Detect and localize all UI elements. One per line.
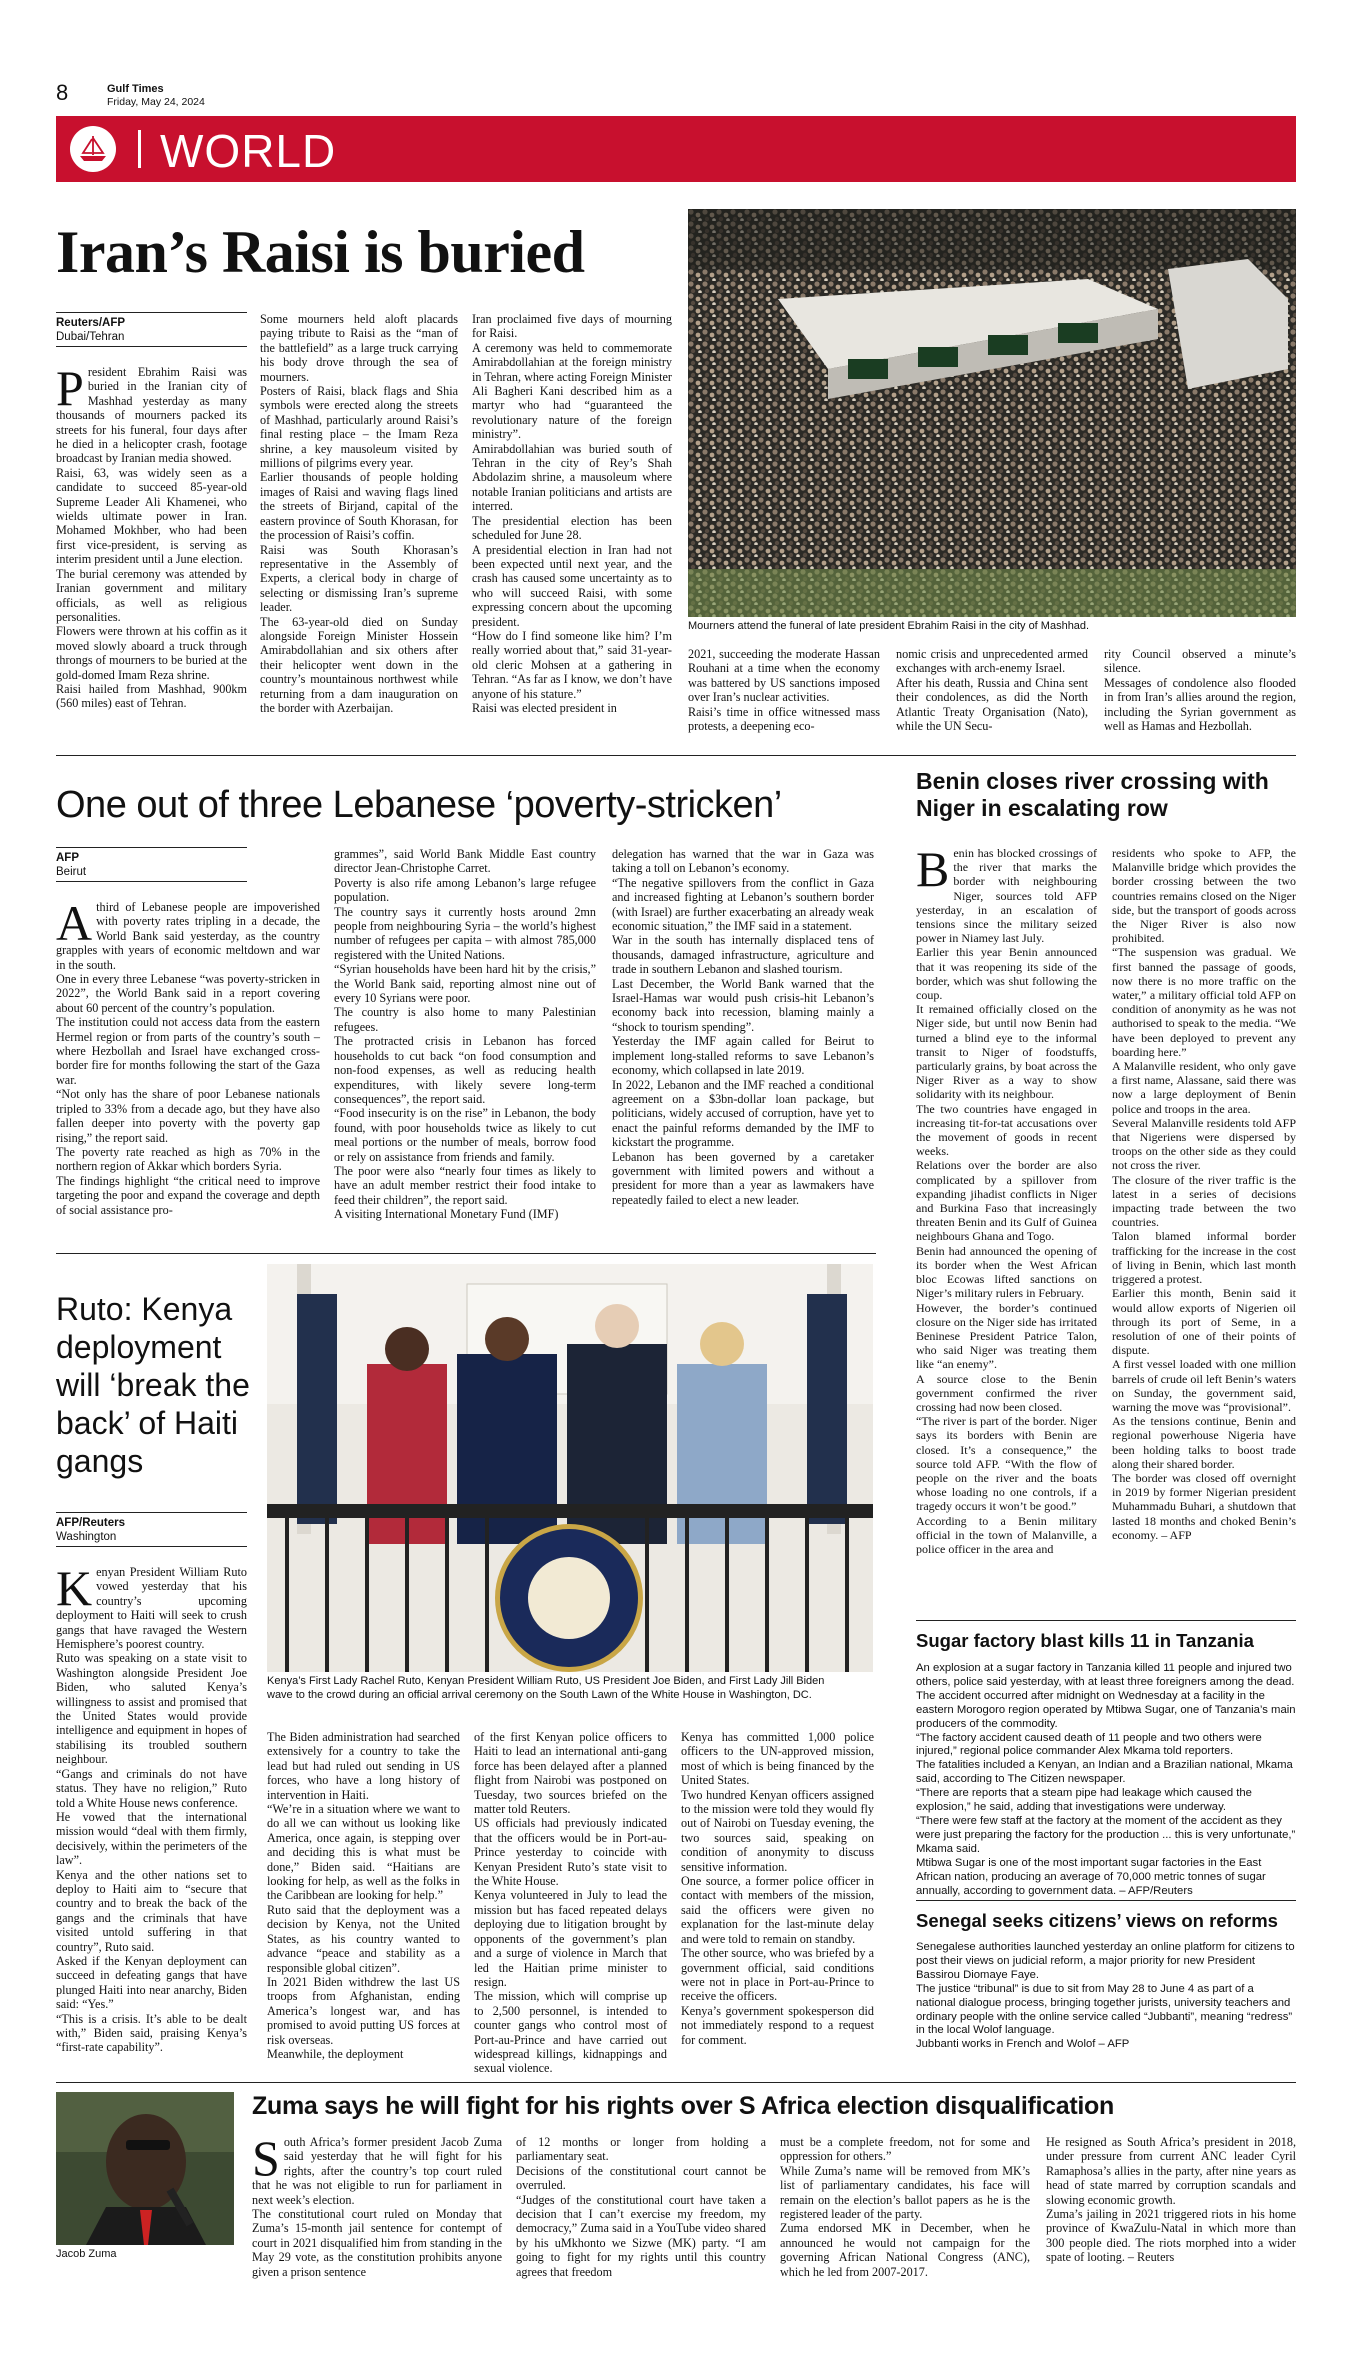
lebanon-paragraph: delegation has warned that the war in Gaza was taking a toll on Lebanon’s economy. — [612, 847, 874, 876]
raisi-byline-agency: Reuters/AFP — [56, 317, 126, 329]
zuma-col-2 — [516, 2135, 766, 2279]
banner-divider — [138, 130, 141, 168]
zuma-photo-caption: Jacob Zuma — [56, 2248, 117, 2260]
lebanon-byline-rule — [56, 847, 247, 848]
sugar-paragraph: “The factory accident caused death of 11 people and two others were injured,” regional police commander Alex Mkama told reporters. — [916, 1731, 1262, 1758]
lebanon-col-1 — [56, 895, 320, 1217]
raisi-col-1 — [56, 360, 247, 711]
benin-paragraph: The two countries have engaged in increasing tit-for-tat accusations over the movement of goods in recent weeks. — [916, 1101, 1097, 1159]
benin-headline: Benin closes river crossing with Niger in escalating row — [916, 768, 1269, 821]
raisi-paragraph: The presidential election has been scheduled for June 28. — [472, 513, 672, 543]
raisi-paragraph: Flowers were thrown at his coffin as it moved slowly aboard a truck through throngs of mourners to be buried at the gold-domed Imam Reza shrine. — [56, 624, 247, 682]
kenya-paragraph: Ruto said that the deployment was a decision by Kenya, not the United States, as his country wanted to advance “peace and stability as a responsible global citizen”. — [267, 1902, 460, 1975]
presidential-seal-icon — [495, 1524, 643, 1672]
senegal-paragraph: Senegalese authorities launched yesterday an online platform for citizens to post their views on judicial reform, a major priority for new President Bassirou Diomaye Faye. — [916, 1941, 1295, 1981]
raisi-paragraph: The 63-year-old died on Sunday alongside Foreign Minister Hossein Amirabdollahian and six others after their helicopter went down in the country’s mountainous northwest while returning from a dam inauguration on the border with Azerbaijan. — [260, 614, 458, 715]
lebanon-byline-agency: AFP — [56, 852, 79, 864]
benin-paragraph: According to a Benin military official in the town of Malanville, a police officer in the area and — [916, 1513, 1097, 1556]
kenya-paragraph: In 2021 Biden withdrew the last US troops from Afghanistan, ending America’s longest war, and has promised to avoid putting US forces at risk overseas. — [267, 1974, 460, 2047]
benin-paragraph: A Malanville resident, who only gave a first name, Alassane, said there was now a large deployment of Benin police and troops in the area. — [1112, 1059, 1296, 1116]
zuma-headline: Zuma says he will fight for his rights over S Africa election disqualification — [252, 2092, 1114, 2120]
raisi-paragraph: After his death, Russia and China sent their condolences, as did the North Atlantic Treaty Organisation (Nato), while the UN Secu- — [896, 675, 1088, 734]
kenya-paragraph: Kenyan President William Ruto vowed yesterday that his country’s upcoming deployment to Haiti will seek to crush gangs that have ravaged the Western Hemisphere’s poorest country. — [56, 1560, 247, 1652]
raisi-byline-rule — [56, 312, 247, 313]
section-divider-raisi — [56, 755, 1296, 756]
kenya-paragraph: US officials had previously indicated that the officers would be in Port-au-Prince yesterday to coincide with Kenyan President Ruto’s state visit to the White House. — [474, 1816, 667, 1889]
zuma-col-3 — [780, 2135, 1030, 2279]
kenya-paragraph: “Gangs and criminals do not have status. They have no religion,” Ruto told a White House news conference. — [56, 1766, 247, 1810]
sugar-paragraph: The accident occurred after midnight on Wednesday at a facility in the eastern Morogoro region operated by Mtibwa Sugar, one of Tanzania’s main producers of the commodity. — [916, 1689, 1296, 1730]
kenya-col-1 — [56, 1560, 247, 2055]
lebanon-byline-rule-bottom — [56, 881, 247, 882]
paper-name: Gulf Times — [107, 83, 164, 95]
issue-date: Friday, May 24, 2024 — [107, 96, 205, 108]
kenya-byline-place: Washington — [56, 1531, 117, 1543]
kenya-headline: Ruto: Kenya deployment will ‘break the back’ of Haiti gangs — [56, 1291, 250, 1479]
ship-logo-icon — [70, 126, 116, 172]
raisi-paragraph: Posters of Raisi, black flags and Shia symbols were erected along the streets of Mashhad, particularly around Raisi’s final resting place – the Imam Reza shrine, a key mausoleum visited by millions of pilgrims every year. — [260, 384, 458, 471]
kenya-paragraph: The Biden administration had searched extensively for a country to take the lead but had ruled out sending in US forces, who have a long history of intervention in Haiti. — [267, 1730, 460, 1802]
benin-paragraph: Relations over the border are also complicated by a spillover from expanding jihadist conflicts in Niger and Burkina Faso that increasingly threaten Benin and its Gulf of Guinea neighbours Ghana and Togo. — [916, 1158, 1097, 1244]
benin-paragraph: However, the border’s continued closure on the Niger side has irritated Beninese President Patrice Talon, who said Niger was treating them like “an enemy”. — [916, 1300, 1097, 1372]
lebanon-paragraph: “Not only has the share of poor Lebanese nationals tripled to 33% from a decade ago, but they have also fallen deeper into poverty with the poverty gap rising,” the report said. — [56, 1087, 320, 1145]
benin-paragraph: “The suspension was gradual. We first banned the passage of goods, now there is no more traffic on the water,” a military official told AFP on condition of anonymity as he was not authorised to speak to the media. “We have been deployed to prevent any boarding here.” — [1112, 945, 1296, 1059]
kenya-paragraph: “This is a crisis. It’s able to be dealt with,” Biden said, praising Kenya’s “first-rate capability”. — [56, 2011, 247, 2055]
benin-paragraph: “The river is part of the border. Niger says its borders with Benin are closed. It’s a consequence,” the source told AFP. “With the flow of people on the river and the boats whose loading no one controls, if a tragedy occurs it won’t be good.” — [916, 1414, 1097, 1514]
raisi-paragraph: A presidential election in Iran had not been expected until next year, and the crash has caused some uncertainty as to who will succeed Raisi, with some expressing concern about the upcoming president. — [472, 542, 672, 629]
benin-paragraph: A first vessel loaded with one million barrels of crude oil left Benin’s waters on Sunday, the government said, warning the move was “provisional”. — [1112, 1357, 1296, 1414]
zuma-photo — [56, 2092, 234, 2245]
kenya-paragraph: Meanwhile, the deployment — [267, 2046, 404, 2061]
zuma-paragraph: must be a complete freedom, not for some and oppression for others.” — [780, 2135, 1030, 2164]
sugar-body — [916, 1662, 1296, 1898]
raisi-col-3 — [472, 312, 672, 715]
raisi-byline — [56, 316, 125, 344]
raisi-paragraph: A ceremony was held to commemorate Amirabdollahian at the foreign ministry in Tehran, where acting Foreign Minister Ali Bagheri Kani described him as a martyr who had “guaranteed the revolutionary nature of the foreign ministry”. — [472, 340, 672, 442]
benin-col-1 — [916, 841, 1097, 1556]
kenya-paragraph: Two hundred Kenyan officers assigned to the mission were told they would fly out of Nairobi on Tuesday evening, the two sources said, speaking on condition of anonymity to discuss sensitive information. — [681, 1787, 874, 1874]
lebanon-paragraph: The country is also home to many Palestinian refugees. — [334, 1005, 596, 1034]
page-number: 8 — [56, 80, 69, 105]
kenya-paragraph: Kenya has committed 1,000 police officers to the UN-approved mission, most of which is being financed by the United States. — [681, 1730, 874, 1788]
raisi-paragraph: 2021, succeeding the moderate Hassan Rouhani at a time when the economy was battered by US sanctions imposed over Iran’s nuclear activities. — [688, 647, 880, 705]
raisi-paragraph: Raisi was elected president in — [472, 700, 617, 715]
section-banner — [56, 116, 1296, 182]
raisi-headline: Iran’s Raisi is buried — [56, 219, 585, 285]
lebanon-col-3 — [612, 847, 874, 1207]
raisi-paragraph: Amirabdollahian was buried south of Tehran in the city of Rey’s Shah Abdolazim shrine, a mausoleum where notable Iranian politicians and artists are interred. — [472, 441, 672, 514]
kenya-paragraph: The other source, who was briefed by a government official, said conditions were not in place in Port-au-Prince to receive the officers. — [681, 1946, 874, 2004]
zuma-paragraph: South Africa’s former president Jacob Zuma said yesterday that he will fight for his rights, after the country’s top court ruled that he was not eligible to run for parliament in next week’s election. — [252, 2130, 502, 2207]
kenya-paragraph: Kenya’s government spokesperson did not immediately respond to a request for comment. — [681, 2003, 874, 2047]
raisi-col-5 — [896, 647, 1088, 733]
lebanon-headline: One out of three Lebanese ‘poverty-stricken’ — [56, 784, 782, 826]
kenya-col-4 — [681, 1730, 874, 2047]
white-house-photo — [267, 1264, 873, 1672]
kenya-paragraph: Asked if the Kenyan deployment can succeed in defeating gangs that have plunged Haiti into near anarchy, Biden said: “Yes.” — [56, 1953, 247, 2012]
kenya-paragraph: Kenya volunteered in July to lead the mission but has faced repeated delays deploying due to litigation brought by opponents of the government’s plan and a surge of violence in March that led the Haitian prime minister to resign. — [474, 1888, 667, 1989]
kenya-paragraph: Kenya and the other nations set to deploy to Haiti aim to “secure that country and to break the back of the gangs and the criminals that have visited untold suffering in that country”, Ruto said. — [56, 1867, 247, 1954]
lebanon-paragraph: The poor were also “nearly four times as likely to have an adult member restrict their food intake to feed their children”, the report said. — [334, 1163, 596, 1207]
kenya-paragraph: Ruto was speaking on a state visit to Washington alongside President Joe Biden, who saluted Kenya’s willingness to assist and promised that the United States would provide intelligence and equipment in hopes of stabilising its troubled southern neighbour. — [56, 1651, 247, 1767]
section-title: WORLD — [160, 125, 337, 177]
raisi-paragraph: Raisi, 63, was widely seen as a candidate to succeed 85-year-old Supreme Leader Ali Khamenei, who wields ultimate power in Iran. Mohamed Mokhber, who had been first vice-president, is serving as interim president until a June election. — [56, 465, 247, 567]
kenya-byline — [56, 1516, 125, 1544]
benin-paragraph: It remained officially closed on the Niger side, but until now Benin had turned a blind eye to the informal transit to Niger of foodstuffs, particularly grains, by boat across the Niger River as a way to show solidarity with its neighbour. — [916, 1002, 1097, 1102]
sugar-paragraph: The fatalities included a Kenyan, an Indian and a Brazilian national, Mkama said, according to The Citizen newspaper. — [916, 1759, 1293, 1786]
zuma-paragraph: While Zuma’s name will be removed from MK’s list of parliamentary candidates, his face will remain on the election’s ballot papers as he is the registered leader of the party. — [780, 2163, 1030, 2222]
lebanon-col-2 — [334, 847, 596, 1222]
kenya-col-3 — [474, 1730, 667, 2076]
lebanon-paragraph: Athird of Lebanese people are impoverished with poverty rates tripling in a decade, the World Bank said yesterday, as the country grapples with years of economic meltdown and war in the south. — [56, 895, 320, 972]
lebanon-paragraph: grammes”, said World Bank Middle East country director Jean-Christophe Carret. — [334, 847, 596, 876]
benin-paragraph: Benin had announced the opening of its border when the West African bloc Ecowas lifted sanctions on Niger’s military rulers in February. — [916, 1243, 1097, 1301]
raisi-photo-caption: Mourners attend the funeral of late president Ebrahim Raisi in the city of Mashhad. — [688, 620, 1090, 632]
kenya-col-2 — [267, 1730, 460, 2061]
raisi-paragraph: Raisi’s time in office witnessed mass protests, a deepening eco- — [688, 704, 880, 734]
lebanon-paragraph: The institution could not access data from the eastern Hermel region or from parts of the country’s south – where Hezbollah and Israel have exchanged cross-border fire for months following the start of the Gaza war. — [56, 1015, 320, 1087]
sugar-headline: Sugar factory blast kills 11 in Tanzania — [916, 1630, 1254, 1651]
lebanon-paragraph: Yesterday the IMF again called for Beirut to implement long-stalled reforms to save Lebanon’s economy, which collapsed in late 2019. — [612, 1034, 874, 1078]
lebanon-paragraph: “The negative spillovers from the conflict in Gaza and increased fighting at Lebanon’s southern border (with Israel) are further exacerbating an already weak economic situation,” the IMF said in a statement. — [612, 875, 874, 934]
zuma-paragraph: The constitutional court ruled on Monday that Zuma’s 15-month jail sentence for contempt of court in 2021 disqualified him from standing in the May 29 vote, as the constitution prohibits anyone given a prison sentence — [252, 2207, 502, 2279]
senegal-paragraph: Jubbanti works in French and Wolof – AFP — [916, 2038, 1130, 2051]
raisi-paragraph: The burial ceremony was attended by Iranian government and military officials, as well as religious personalities. — [56, 566, 247, 624]
lebanon-paragraph: Lebanon has been governed by a caretaker government with limited powers and without a president for more than a year as lawmakers have repeatedly failed to elect a new leader. — [612, 1149, 874, 1207]
zuma-paragraph: “Judges of the constitutional court have taken a decision that I can’t exercise my freedom, my democracy,” Zuma said in a YouTube video shared by his uMkhonto we Sizwe (MK) party. “I am going to fight for my rights until this country agrees that freedom — [516, 2192, 766, 2279]
zuma-paragraph: Decisions of the constitutional court cannot be overruled. — [516, 2163, 766, 2193]
raisi-paragraph: Iran proclaimed five days of mourning for Raisi. — [472, 312, 672, 341]
benin-paragraph: As the tensions continue, Benin and regional powerhouse Nigeria have been holding talks to boost trade along their shared border. — [1112, 1414, 1296, 1471]
sugar-paragraph: “There are reports that a steam pipe had leakage which caused the explosion,” he said, adding that investigations were underway. — [916, 1787, 1252, 1814]
zuma-col-1 — [252, 2130, 502, 2279]
raisi-paragraph: Some mourners held aloft placards paying tribute to Raisi as the “man of the battlefield” as a large truck carrying his body drove through the sea of mourners. — [260, 312, 458, 384]
benin-col-2 — [1112, 846, 1296, 1542]
raisi-col-6 — [1104, 647, 1296, 733]
kenya-byline-agency: AFP/Reuters — [56, 1517, 126, 1529]
benin-paragraph: A source close to the Benin government confirmed the river crossing had now been closed. — [916, 1371, 1097, 1414]
sugar-paragraph: An explosion at a sugar factory in Tanzania killed 11 people and injured two others, police said yesterday, with at least three foreigners among the dead. — [916, 1662, 1295, 1688]
lebanon-paragraph: War in the south has internally displaced tens of thousands, damaged infrastructure, agriculture and trade in southern Lebanon and slashed tourism. — [612, 933, 874, 977]
benin-paragraph: Earlier this year Benin announced that it was reopening its side of the border, which was shut following the coup. — [916, 945, 1097, 1003]
zuma-paragraph: of 12 months or longer from holding a parliamentary seat. — [516, 2135, 766, 2164]
sugar-paragraph: “There were few staff at the factory at the moment of the accident as they were just preparing the factory for the production ... this is very unfortunate,” Mkama said. — [916, 1814, 1296, 1855]
raisi-paragraph: Earlier thousands of people holding images of Raisi and waving flags lined the streets of Birjand, capital of the eastern province of South Khorasan, for the procession of Raisi’s coffin. — [260, 470, 458, 543]
lebanon-paragraph: The poverty rate reached as high as 70% in the northern region of Akkar which borders Syria. — [56, 1144, 320, 1174]
kenya-paragraph: One source, a former police officer in contact with members of the mission, said the officers were given no explanation for the last-minute delay and were told to remain on standby. — [681, 1874, 874, 1946]
section-divider-zuma — [56, 2082, 1296, 2083]
senegal-headline: Senegal seeks citizens’ views on reforms — [916, 1910, 1278, 1931]
lebanon-paragraph: A visiting International Monetary Fund (IMF) — [334, 1207, 559, 1222]
raisi-col-4 — [688, 647, 880, 733]
senegal-top-rule — [916, 1900, 1296, 1901]
kenya-paragraph: of the first Kenyan police officers to Haiti to lead an international anti-gang force has been delayed after a planned flight from Nairobi was postponed on Tuesday, two sources briefed on the matter told Reuters. — [474, 1730, 667, 1817]
lebanon-paragraph: The findings highlight “the critical need to improve targeting the poor and expand the coverage and depth of social assistance pro- — [56, 1173, 320, 1217]
kenya-paragraph: The mission, which will comprise up to 2,500 personnel, is intended to counter gangs who control most of Port-au-Prince and have carried out widespread killings, kidnappings and sexual violence. — [474, 1989, 667, 2076]
benin-paragraph: Earlier this month, Benin said it would allow exports of Nigerien oil through its port of Seme, in a resolution of one of their points of dispute. — [1112, 1286, 1296, 1358]
senegal-body — [916, 1941, 1296, 2052]
white-house-photo-caption: Kenya’s First Lady Rachel Ruto, Kenyan President William Ruto, US President Joe Biden, and First Lady Jill Biden wave to the crowd during an official arrival ceremony on the South Lawn of the White House in Washington, DC. — [267, 1675, 825, 1701]
lebanon-paragraph: In 2022, Lebanon and the IMF reached a conditional agreement on a $3bn-dollar loan package, but politicians, widely accused of corruption, have yet to enact the painful reforms demanded by the IMF to kickstart the programme. — [612, 1077, 874, 1150]
benin-paragraph: The border was closed off overnight in 2019 by former Nigerian president Muhammadu Buhari, a shutdown that lasted 18 months and choked Benin’s economy. – AFP — [1112, 1470, 1296, 1542]
raisi-paragraph: Raisi hailed from Mashhad, 900km (560 miles) east of Tehran. — [56, 681, 247, 711]
zuma-paragraph: He resigned as South Africa’s president in 2018, under pressure from current ANC leader Cyril Ramaphosa’s allies in the party, after nine years as head of state marred by corruption scandals and slowing economic growth. — [1046, 2135, 1296, 2207]
benin-paragraph: Several Malanville residents told AFP that Nigeriens were dispersed by troops on the other side as they could not cross the river. — [1112, 1115, 1296, 1173]
lebanon-paragraph: The protracted crisis in Lebanon has forced households to cut back “on food consumption and non-food expenses, as well as reducing health expenditures, with likely severe long-term consequences”, the report said. — [334, 1034, 596, 1106]
zuma-paragraph: Zuma’s jailing in 2021 triggered riots in his home province of KwaZulu-Natal in which more than 300 people died. The riots morphed into a wider spate of looting. – Reuters — [1046, 2207, 1296, 2265]
raisi-paragraph: nomic crisis and unprecedented armed exchanges with arch-enemy Israel. — [896, 647, 1088, 676]
lebanon-byline — [56, 851, 86, 879]
benin-paragraph: The closure of the river traffic is the latest in a series of decisions impacting trade between the two countries. — [1112, 1172, 1296, 1230]
benin-paragraph: residents who spoke to AFP, the Malanville bridge which provides the border crossing between the two countries remains closed on the Niger side, but the transport of goods across the Niger River is also now prohibited. — [1112, 846, 1296, 946]
raisi-funeral-photo — [688, 209, 1296, 617]
raisi-byline-rule-bottom — [56, 346, 247, 347]
raisi-col-2 — [260, 312, 458, 715]
raisi-paragraph: rity Council observed a minute’s silence. — [1104, 647, 1296, 676]
kenya-byline-rule-bottom — [56, 1546, 247, 1547]
senegal-paragraph: The justice “tribunal” is due to sit from May 28 to June 4 as part of a national dialogue process, bringing together jurists, university teachers and ordinary people with the online service called “Jubbanti”, meaning “redress” in the local Wolof language. — [916, 1982, 1293, 2037]
sugar-paragraph: Mtibwa Sugar is one of the most important sugar factories in the East African nation, producing an average of 70,000 metric tonnes of sugar annually, according to government data. – AFP/Reuters — [916, 1856, 1266, 1897]
sugar-top-rule — [916, 1620, 1296, 1621]
section-divider-lebanon — [56, 1253, 876, 1254]
lebanon-paragraph: “Food insecurity is on the rise” in Lebanon, the body found, with poor households twice as likely to cut meal portions or the number of meals, borrow food or rely on assistance from friends and family. — [334, 1106, 596, 1164]
zuma-paragraph: Zuma endorsed MK in December, when he announced he would not campaign for the governing African National Congress (ANC), which he led from 2007-2017. — [780, 2221, 1030, 2279]
raisi-byline-place: Dubai/Tehran — [56, 331, 125, 343]
benin-paragraph: Benin has blocked crossings of the river that marks the border with neighbouring Niger, sources told AFP yesterday, in an escalation of tensions since the military seized power in Niamey last July. — [916, 841, 1097, 946]
kenya-paragraph: He vowed that the international mission would “deal with them firmly, decisively, within the perimeters of the law”. — [56, 1809, 247, 1868]
lebanon-paragraph: The country says it currently hosts around 2mn people from neighbouring Syria – the world’s highest number of refugees per capita – with almost 785,000 registered with the United Nations. — [334, 904, 596, 962]
raisi-paragraph: Raisi was South Khorasan’s representative in the Assembly of Experts, a clerical body in charge of selecting or dismissing Iran’s supreme leader. — [260, 542, 458, 615]
raisi-paragraph: President Ebrahim Raisi was buried in the Iranian city of Mashhad yesterday as many thousands of mourners packed its streets for his funeral, four days after he died in a helicopter crash, footage broadcast by Iranian media showed. — [56, 360, 247, 466]
benin-paragraph: Talon blamed informal border trafficking for the increase in the cost of living in Benin, which last month triggered a protest. — [1112, 1229, 1296, 1287]
raisi-paragraph: “How do I find someone like him? I’m really worried about that,” said 31-year-old cleric Mohsen at a gathering in Tehran. “As far as I know, we don’t have anyone of his stature.” — [472, 628, 672, 701]
lebanon-paragraph: One in every three Lebanese “was poverty-stricken in 2022”, the World Bank said in a report covering about 60 percent of the country’s population. — [56, 972, 320, 1015]
lebanon-byline-place: Beirut — [56, 866, 87, 878]
zuma-col-4 — [1046, 2135, 1296, 2265]
kenya-paragraph: “We’re in a situation where we want to do all we can without us looking like America, once again, is stepping over and deciding this is what must be done,” Biden said. “Haitians are looking for help, as well as the folks in the Caribbean are looking for help.” — [267, 1802, 460, 1903]
lebanon-paragraph: “Syrian households have been hard hit by the crisis,” the World Bank said, reporting almost nine out of every 10 Syrians were poor. — [334, 962, 596, 1006]
lebanon-paragraph: Poverty is also rife among Lebanon’s large refugee population. — [334, 875, 596, 905]
raisi-paragraph: Messages of condolence also flooded in from Iran’s allies around the region, including the Syrian government as well as Hamas and Hezbollah. — [1104, 675, 1296, 734]
lebanon-paragraph: Last December, the World Bank warned that the Israel-Hamas war would push crisis-hit Lebanon’s economy back into recession, blaming mainly a “shock to tourism spending”. — [612, 976, 874, 1034]
kenya-byline-rule — [56, 1512, 247, 1513]
